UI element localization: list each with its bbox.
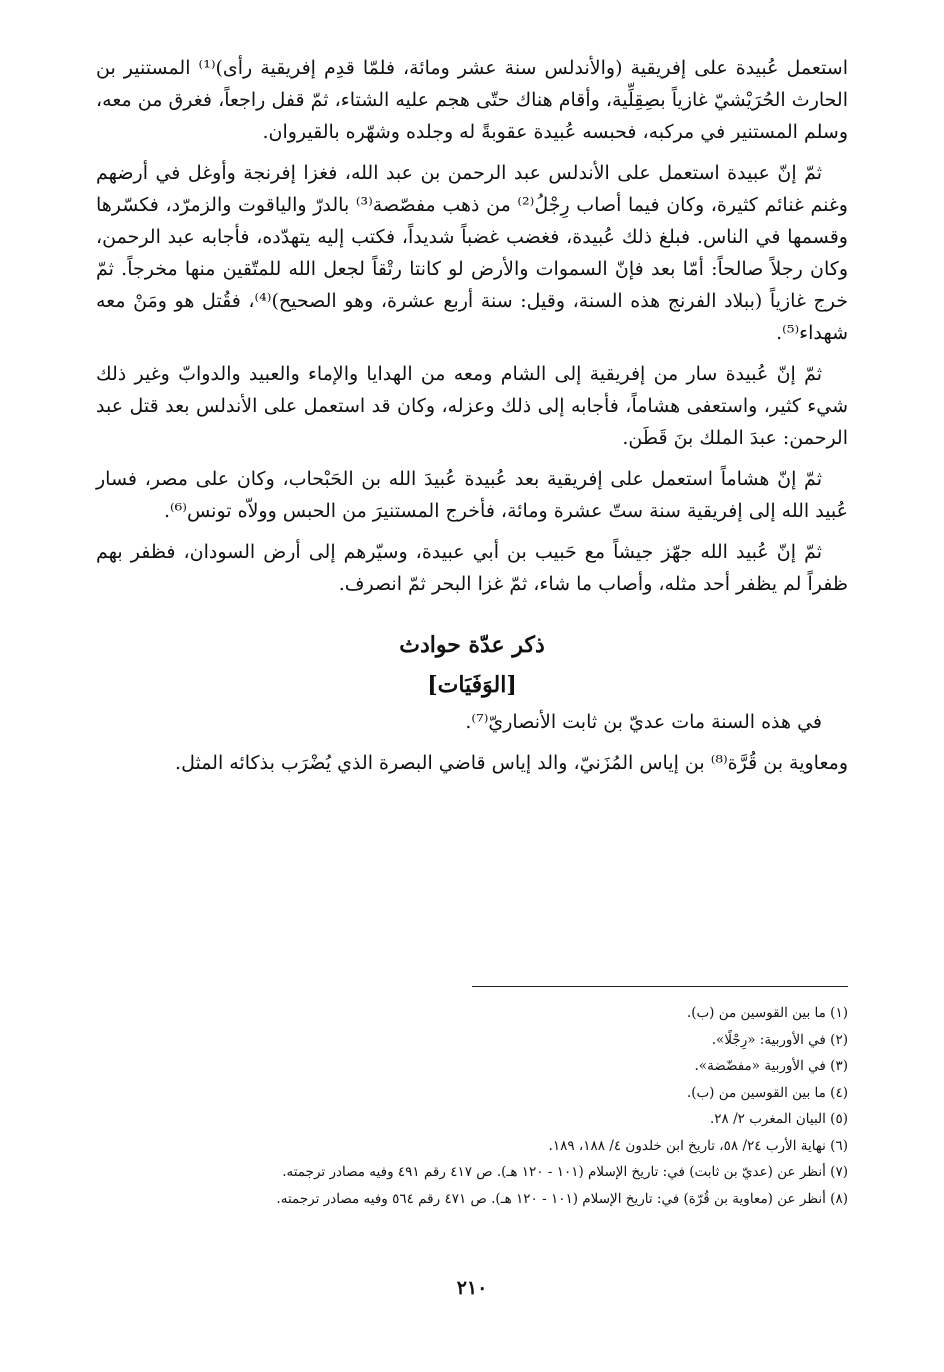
footnote-6: (٦) نهاية الأرب ٢٤/ ٥٨، تاريخ ابن خلدون ٤/ ١٨٨، ١٨٩. <box>548 1137 848 1154</box>
paragraph-5: ثمّ إنّ عُبيد الله جهّز جيشاً مع حَبيب بن أبي عبيدة، وسيّرهم إلى أرض السودان، فظفر بهم ظفراً لم يظفر أحد مثله، وأصاب ما شاء، ثمّ غزا البحر ثمّ انصرف. <box>96 541 848 595</box>
footnote-7: (٧) أنظر عن (عديّ بن ثابت) في: تاريخ الإسلام (١٠١ - ١٢٠ هـ). ص ٤١٧ رقم ٤٩١ وفيه مصادر ترجمته. <box>282 1164 848 1180</box>
main-text <box>96 52 848 788</box>
paragraph-3: ثمّ إنّ عُبيدة سار من إفريقية إلى الشام ومعه من الهدايا والإماء والعبيد والدوابّ وغير ذلك شيء كثير، واستعفى هشاماً، فأجابه إلى ذلك وعزله، وكان قد استعمل على الأندلس بعد قتل عبد الرحمن: عبدَ الملك بنَ قَطَن. <box>96 363 848 449</box>
footnote-5: (٥) البيان المغرب ٢/ ٢٨. <box>710 1111 848 1127</box>
page-number: ٢١٠ <box>456 1277 488 1299</box>
footnote-8: (٨) أنظر عن (معاوية بن قُرّة) في: تاريخ الإسلام (١٠١ - ١٢٠ هـ). ص ٤٧١ رقم ٥٦٤ وفيه مصادر ترجمته. <box>276 1190 848 1207</box>
footnote-divider <box>472 986 848 987</box>
footnote-1: (١) ما بين القوسين من (ب). <box>686 1005 848 1021</box>
paragraph-6: في هذه السنة مات عديّ بن ثابت الأنصاريّ⁽⁷⁾. <box>465 711 822 733</box>
footnotes <box>96 1000 848 1212</box>
footnote-3: (٣) في الأوربية «مفضّضة». <box>694 1058 848 1074</box>
paragraph-2: ثمّ إنّ عبيدة استعمل على الأندلس عبد الرحمن بن عبد الله، فغزا إفرنجة وأوغل في أرضهم وغنم غنائم كثيرة، وكان فيما أصاب رِجْلُ⁽²⁾ من ذهب مفصّصة⁽³⁾ بالدرّ والياقوت والزمرّد، فكسّرها وقسمها في الناس. فبلغ ذلك عُبيدة، فغضب غضباً شديداً، فكتب إليه يتهدّده، فأجابه عبد الرحمن، وكان رجلاً صالحاً: أمّا بعد فإنّ السموات والأرض لو كانتا رتْقاً لجعل الله للمتّقين منها مخرجاً. ثمّ خرج غازياً (ببلاد الفرنج هذه السنة، وقيل: سنة أربع عشرة، وهو الصحيح)⁽⁴⁾، فقُتل هو ومَنْ معه شهداء⁽⁵⁾. <box>96 162 848 344</box>
section-subheading: [الوَفَيَات] <box>427 672 517 698</box>
paragraph-1: استعمل عُبيدة على إفريقية (والأندلس سنة عشر ومائة، فلمّا قدِم إفريقية رأى)⁽¹⁾ المستنير بن الحارث الحُرَيْشيّ غازياً بصِقِلِّية، وأقام هناك حتّى هجم عليه الشتاء، ثمّ قفل راجعاً، فغرق من معه، وسلم المستنير في مركبه، فحبسه عُبيدة عقوبةً له وجلده وشهّره بالقيروان. <box>96 57 849 143</box>
footnote-2: (٢) في الأوربية: «رِجْلًا». <box>711 1031 848 1048</box>
paragraph-4: ثمّ إنّ هشاماً استعمل على إفريقية بعد عُبيدة عُبيدَ الله بن الحَبْحاب، وكان على مصر، فسار عُبيد الله إلى إفريقية سنة ستّ عشرة ومائة، فأخرج المستنيرَ من الحبس وولاّه تونس⁽⁶⁾. <box>96 468 848 522</box>
paragraph-7: ومعاوية بن قُرَّة⁽⁸⁾ بن إياس المُزَنيّ، والد إياس قاضي البصرة الذي يُضْرَب بذكائه المثل. <box>175 752 848 774</box>
footnote-4: (٤) ما بين القوسين من (ب). <box>686 1084 848 1101</box>
section-heading: ذكر عدّة حوادث <box>399 632 545 658</box>
